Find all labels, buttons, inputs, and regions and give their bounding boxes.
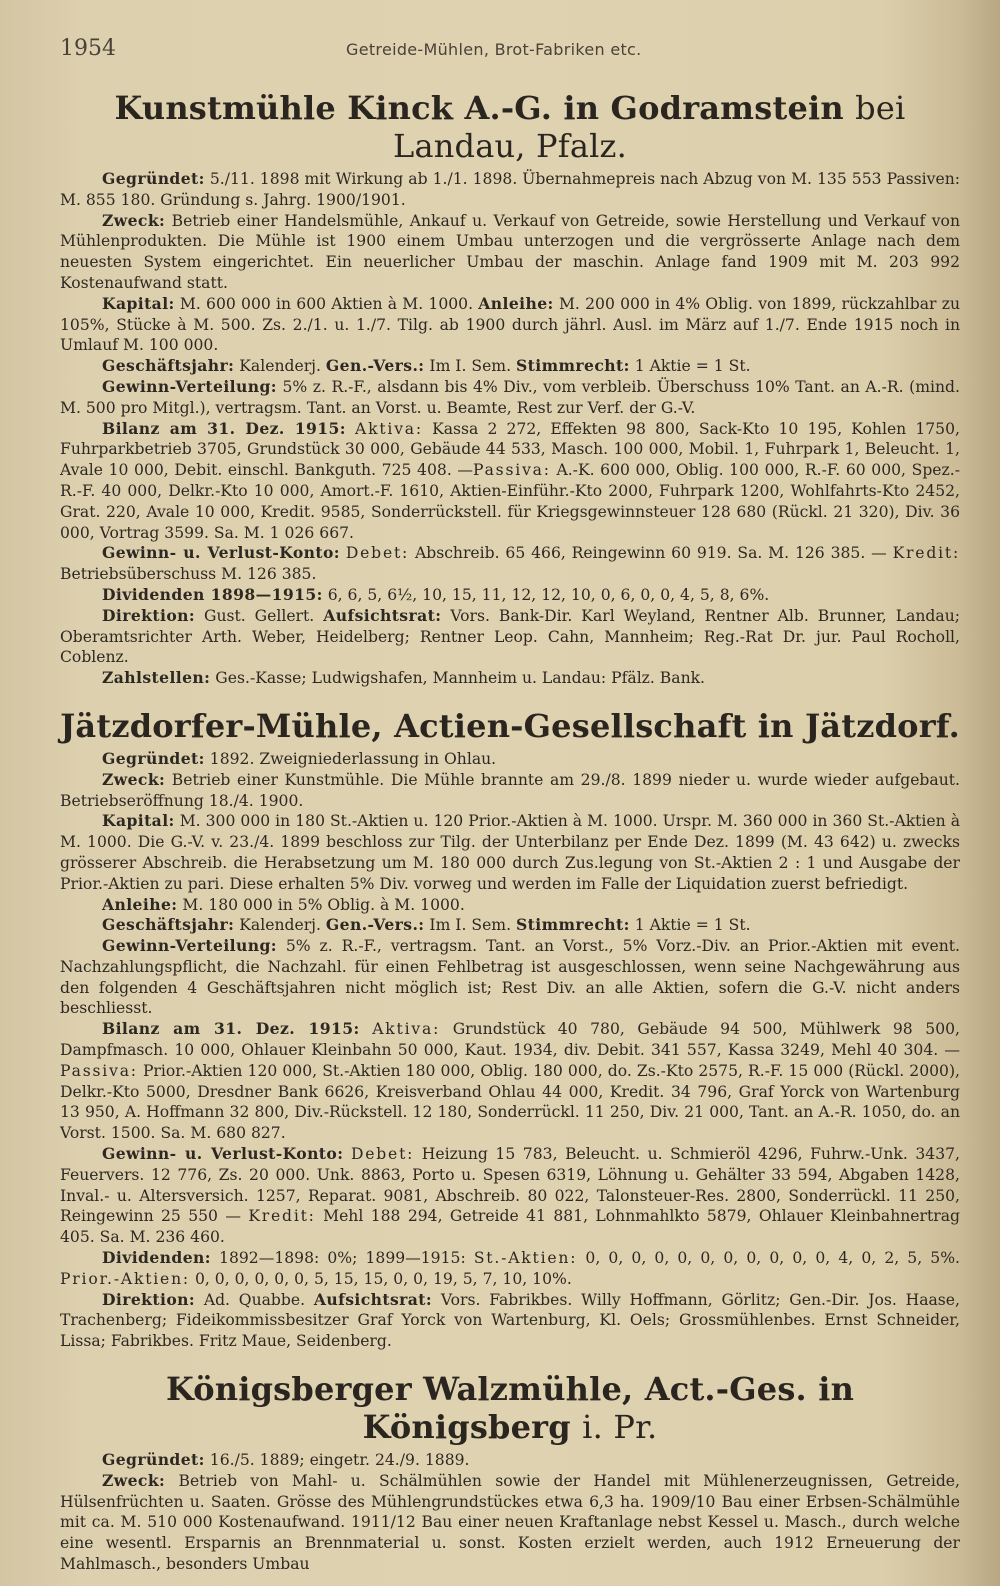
- field-label: Dividenden 1898—1915:: [102, 584, 323, 604]
- field-label: Zahlstellen:: [102, 668, 211, 688]
- page-number: 1954: [60, 36, 116, 61]
- field-sublabel: Debet:: [350, 1145, 415, 1164]
- field-label: Direktion:: [102, 605, 196, 625]
- field-label: Gen.-Vers.:: [325, 915, 425, 935]
- field-label: Gewinn-Verteilung:: [102, 936, 277, 956]
- field-text: Prior.-Aktien 120 000, St.-Aktien 180 000, Oblig. 180 000, do. Zs.-Kto 2575, R.-F. 15 000 (Rückl. 2000), Delkr.-Kto 5000, Dresdner Bank 6626, Kreisverband Ohlau 44 000, Kredit. 34 796, Graf Yorck von Wartenburg 13 950, A. Hoffmann 32 800, Div.-Rückstell. 12 180, Sonderrückl. 11 250, Div. 21 000, Tant. an A.-R. 1050, do. an Vorst. 1500. Sa. M. 680 827.: [60, 1061, 960, 1143]
- field-text: 6, 6, 5, 6½, 10, 15, 11, 12, 12, 10, 0, 6, 0, 0, 4, 5, 8, 6%.: [327, 585, 770, 604]
- field-sublabel: Passiva:: [60, 1061, 138, 1080]
- field-label: Zweck:: [102, 769, 166, 789]
- field-sublabel: Aktiva:: [372, 1020, 441, 1039]
- field-text: 0, 0, 0, 0, 0, 0, 0, 0, 0, 0, 0, 4, 0, 2, 5, 5%.: [585, 1249, 960, 1268]
- founded-paragraph: [60, 749, 960, 770]
- field-text: 16./5. 1889; eingetr. 24./9. 1889.: [209, 1451, 470, 1470]
- field-label: Gewinn- u. Verlust-Konto:: [102, 543, 340, 563]
- capital-paragraph: [60, 294, 960, 356]
- field-text: Kassa 2 272, Effekten 98 800, Sack-Kto 10 195, Kohlen 1750, Fuhrparkbetrieb 3705, Grundstück 30 000, Gebäude 44 533, Masch. 100 000, Mobil. 1, Fuhrpark 1, Beleucht. 1, Avale 10 000, Debit. einschl. Bankguth. 725 408. —: [60, 419, 960, 480]
- field-text: Betriebsüberschuss M. 126 385.: [60, 565, 317, 584]
- bond-paragraph: [60, 895, 960, 916]
- field-text: 5% z. R.-F., alsdann bis 4% Div., vom verbleib. Überschuss 10% Tant. an A.-R. (mind. M. 500 pro Mitgl.), vertragsm. Tant. an Vorst. u. Beamte, Rest zur Verf. der G.-V.: [60, 377, 960, 417]
- field-label: Geschäftsjahr:: [102, 356, 235, 376]
- field-sublabel: Passiva:: [472, 461, 551, 480]
- field-sublabel: Prior.-Aktien:: [60, 1269, 190, 1288]
- founded-paragraph: [60, 1450, 960, 1471]
- field-text: Betrieb von Mahl- u. Schälmühlen sowie der Handel mit Mühlenerzeugnissen, Getreide, Hülsenfrüchten u. Saaten. Grösse des Mühlengrundstückes etwa 6,3 ha. 1909/10 Bau einer Erbsen-Schälmühle mit ca. M. 510 000 Kostenaufwand. 1911/12 Bau einer neuen Kraftanlage nebst Kessel u. Masch., durch welche eine wesentl. Ersparnis an Brennmaterial u. sonst. Kosten erzielt werden, auch 1912 Erneuerung der Mahlmasch., besonders Umbau: [60, 1471, 960, 1574]
- entry-title: [60, 89, 960, 165]
- field-text: Betrieb einer Kunstmühle. Die Mühle brannte am 29./8. 1899 nieder u. wurde wieder aufgebaut. Betriebseröffnung 18./4. 1900.: [60, 770, 960, 810]
- field-label: Stimmrecht:: [516, 915, 630, 935]
- founded-paragraph: [60, 169, 960, 211]
- field-label: Anleihe:: [102, 894, 178, 914]
- management-paragraph: [60, 606, 960, 668]
- field-text: Kalenderj.: [239, 357, 321, 376]
- entry-title-sub: bei Landau, Pfalz.: [393, 89, 906, 165]
- field-sublabel: Debet:: [345, 544, 410, 563]
- company-entry-kinck: [60, 89, 960, 689]
- field-label: Aufsichtsrat:: [323, 605, 442, 625]
- field-text: 1892. Zweigniederlassung in Ohlau.: [209, 749, 497, 768]
- entry-separator: [60, 1352, 960, 1370]
- field-text: Mehl 188 294, Getreide 41 881, Lohnmahlkto 5879, Ohlauer Kleinbahnertrag 405. Sa. M. 236 460.: [60, 1207, 960, 1247]
- field-text: Im I. Sem.: [429, 357, 512, 376]
- profit-loss-paragraph: [60, 1144, 960, 1248]
- balance-sheet-paragraph: [60, 1019, 960, 1144]
- field-label: Stimmrecht:: [516, 356, 630, 376]
- field-text: Vors. Fabrikbes. Willy Hoffmann, Görlitz; Gen.-Dir. Jos. Haase, Trachenberg; Fideikommissbesitzer Graf Yorck von Wartenburg, Kl. Oels; Grossmühlenbes. Ernst Schneider, Lissa; Fabrikbes. Fritz Maue, Seidenberg.: [60, 1290, 960, 1351]
- purpose-paragraph: [60, 211, 960, 294]
- field-label: Aufsichtsrat:: [313, 1289, 433, 1309]
- field-sublabel: St.-Aktien:: [473, 1249, 578, 1268]
- balance-sheet-paragraph: [60, 419, 960, 544]
- field-label: Anleihe:: [478, 293, 554, 313]
- field-text: A.-K. 600 000, Oblig. 100 000, R.-F. 60 000, Spez.-R.-F. 40 000, Delkr.-Kto 10 000, Amort.-F. 1610, Aktien-Einführ.-Kto 2000, Fuhrpark 1200, Wohlfahrts-Kto 2452, Grat. 220, Avale 10 000, Kredit. 9585, Sonderrückstell. für Kriegsgewinnsteuer 128 680 (Rückl. 21 320), Div. 36 000, Vortrag 3599. Sa. M. 1 026 667.: [60, 461, 960, 542]
- field-text: Ges.-Kasse; Ludwigshafen, Mannheim u. Landau: Pfälz. Bank.: [215, 669, 706, 688]
- dividends-paragraph: [60, 585, 960, 606]
- field-text: M. 300 000 in 180 St.-Aktien u. 120 Prior.-Aktien à M. 1000. Urspr. M. 360 000 in 360 St.-Aktien à M. 1000. Die G.-V. v. 23./4. 1899 beschloss zur Tilg. der Unterbilanz per Ende Dez. 1899 (M. 43 642) u. zwecks grösserer Abschreib. die Herabsetzung um M. 180 000 durch Zus.legung von St.-Aktien 2 : 1 und Ausgabe der Prior.-Aktien zu pari. Diese erhalten 5% Div. vorweg und werden im Falle der Liquidation zuerst befriedigt.: [60, 812, 960, 893]
- field-text: Heizung 15 783, Beleucht. u. Schmieröl 4296, Fuhrw.-Unk. 3437, Feuervers. 12 776, Zs. 20 000. Unk. 8863, Porto u. Spesen 6319, Löhnung u. Gehälter 33 594, Abgaben 1428, Inval.- u. Altersversich. 1257, Reparat. 9081, Abschreib. 80 022, Talonsteuer-Res. 2800, Sonderrückl. 11 250, Reingewinn 25 550 —: [60, 1145, 961, 1226]
- field-text: 5./11. 1898 mit Wirkung ab 1./1. 1898. Übernahmepreis nach Abzug von M. 135 553 Passiven: M. 855 180. Gründung s. Jahrg. 1900/1901.: [60, 170, 960, 209]
- profit-loss-paragraph: [60, 543, 960, 585]
- company-entry-jaetzdorf: [60, 707, 960, 1352]
- field-sublabel: Kredit:: [248, 1207, 316, 1226]
- field-text: M. 180 000 in 5% Oblig. à M. 1000.: [182, 895, 465, 914]
- field-text: Kalenderj.: [239, 916, 321, 935]
- field-label: Zweck:: [102, 210, 166, 230]
- field-text: M. 600 000 in 600 Aktien à M. 1000.: [179, 294, 474, 313]
- field-sublabel: Kredit:: [892, 544, 961, 563]
- entry-title: [60, 707, 960, 745]
- field-text: Betrieb einer Handelsmühle, Ankauf u. Verkauf von Getreide, sowie Herstellung und Verkauf von Mühlenprodukten. Die Mühle ist 1900 einem Umbau unterzogen und die vergrösserte Anlage nach dem neuesten System eingerichtet. Ein neuerlicher Umbau der maschin. Anlage fand 1909 mit M. 203 992 Kostenaufwand statt.: [60, 211, 960, 292]
- field-label: Geschäftsjahr:: [102, 915, 235, 935]
- field-text: 0, 0, 0, 0, 0, 0, 5, 15, 15, 0, 0, 19, 5, 7, 10, 10%.: [194, 1269, 572, 1288]
- field-label: Dividenden:: [102, 1248, 211, 1268]
- field-text: 1892—1898: 0%; 1899—1915:: [219, 1249, 466, 1268]
- field-label: Gewinn-Verteilung:: [102, 376, 277, 396]
- paying-agents-paragraph: [60, 668, 960, 689]
- field-sublabel: Aktiva:: [355, 419, 423, 438]
- field-text: Gust. Gellert.: [203, 606, 315, 625]
- field-text: Im I. Sem.: [429, 916, 512, 935]
- fiscal-year-paragraph: [60, 915, 960, 936]
- field-label: Gewinn- u. Verlust-Konto:: [102, 1144, 344, 1164]
- capital-paragraph: [60, 811, 960, 894]
- section-title: Getreide-Mühlen, Brot-Fabriken etc.: [346, 40, 642, 59]
- company-entry-koenigsberg: [60, 1370, 960, 1575]
- entry-title-sub: i. Pr.: [582, 1408, 658, 1447]
- entry-title-main: Jätzdorfer-Mühle, Actien-Gesellschaft in Jätzdorf.: [60, 706, 960, 745]
- field-text: 1 Aktie = 1 St.: [634, 916, 751, 935]
- purpose-paragraph: [60, 1471, 960, 1575]
- entry-separator: [60, 689, 960, 707]
- field-text: M. 200 000 in 4% Oblig. von 1899, rückzahlbar zu 105%, Stücke à M. 500. Zs. 2./1. u. 1./7. Tilg. ab 1900 durch jährl. Ausl. im März auf 1./7. Ende 1915 noch in Umlauf M. 100 000.: [60, 294, 960, 355]
- field-label: Gen.-Vers.:: [325, 356, 425, 376]
- field-label: Gegründet:: [102, 169, 205, 188]
- field-label: Direktion:: [102, 1289, 196, 1309]
- field-label: Bilanz am 31. Dez. 1915:: [102, 418, 346, 438]
- profit-distribution-paragraph: [60, 936, 960, 1019]
- field-text: Ad. Quabbe.: [203, 1290, 306, 1309]
- running-head: [60, 36, 960, 61]
- field-label: Kapital:: [102, 293, 175, 313]
- dividends-paragraph: [60, 1248, 960, 1290]
- field-label: Kapital:: [102, 811, 175, 831]
- field-text: Abschreib. 65 466, Reingewinn 60 919. Sa. M. 126 385. —: [414, 544, 887, 563]
- field-text: Vors. Bank-Dir. Karl Weyland, Rentner Alb. Brunner, Landau; Oberamtsrichter Arth. Weber, Heidelberg; Rentner Leop. Cahn, Mannheim; Reg.-Rat Dr. jur. Paul Rocholl, Coblenz.: [60, 606, 960, 667]
- entry-title: [60, 1370, 960, 1446]
- fiscal-year-paragraph: [60, 356, 960, 377]
- field-text: 1 Aktie = 1 St.: [634, 357, 751, 376]
- entry-title-main: Königsberger Walzmühle, Act.-Ges. in Königsberg: [165, 1370, 855, 1447]
- field-text: Grundstück 40 780, Gebäude 94 500, Mühlwerk 98 500, Dampfmasch. 10 000, Ohlauer Kleinbahn 50 000, Kaut. 1934, div. Debit. 341 557, Kassa 3249, Mehl 40 304. —: [60, 1020, 960, 1060]
- purpose-paragraph: [60, 770, 960, 812]
- entry-title-main: Kunstmühle Kinck A.-G. in Godramstein: [114, 89, 844, 127]
- profit-distribution-paragraph: [60, 377, 960, 419]
- field-label: Gegründet:: [102, 748, 205, 768]
- field-label: Bilanz am 31. Dez. 1915:: [102, 1019, 360, 1039]
- management-paragraph: [60, 1290, 960, 1352]
- field-label: Zweck:: [102, 1470, 166, 1490]
- field-label: Gegründet:: [102, 1450, 205, 1470]
- field-text: 5% z. R.-F., vertragsm. Tant. an Vorst., 5% Vorz.-Div. an Prior.-Aktien mit event. Nachzahlungspflicht, die Nachzahl. für einen Fehlbetrag ist ausgeschlossen, wenn seine Nachgewährung aus den folgenden 4 Geschäftsjahren nicht möglich ist; Rest Div. an alle Aktien, sofern die G.-V. nicht anders beschliesst.: [60, 937, 960, 1018]
